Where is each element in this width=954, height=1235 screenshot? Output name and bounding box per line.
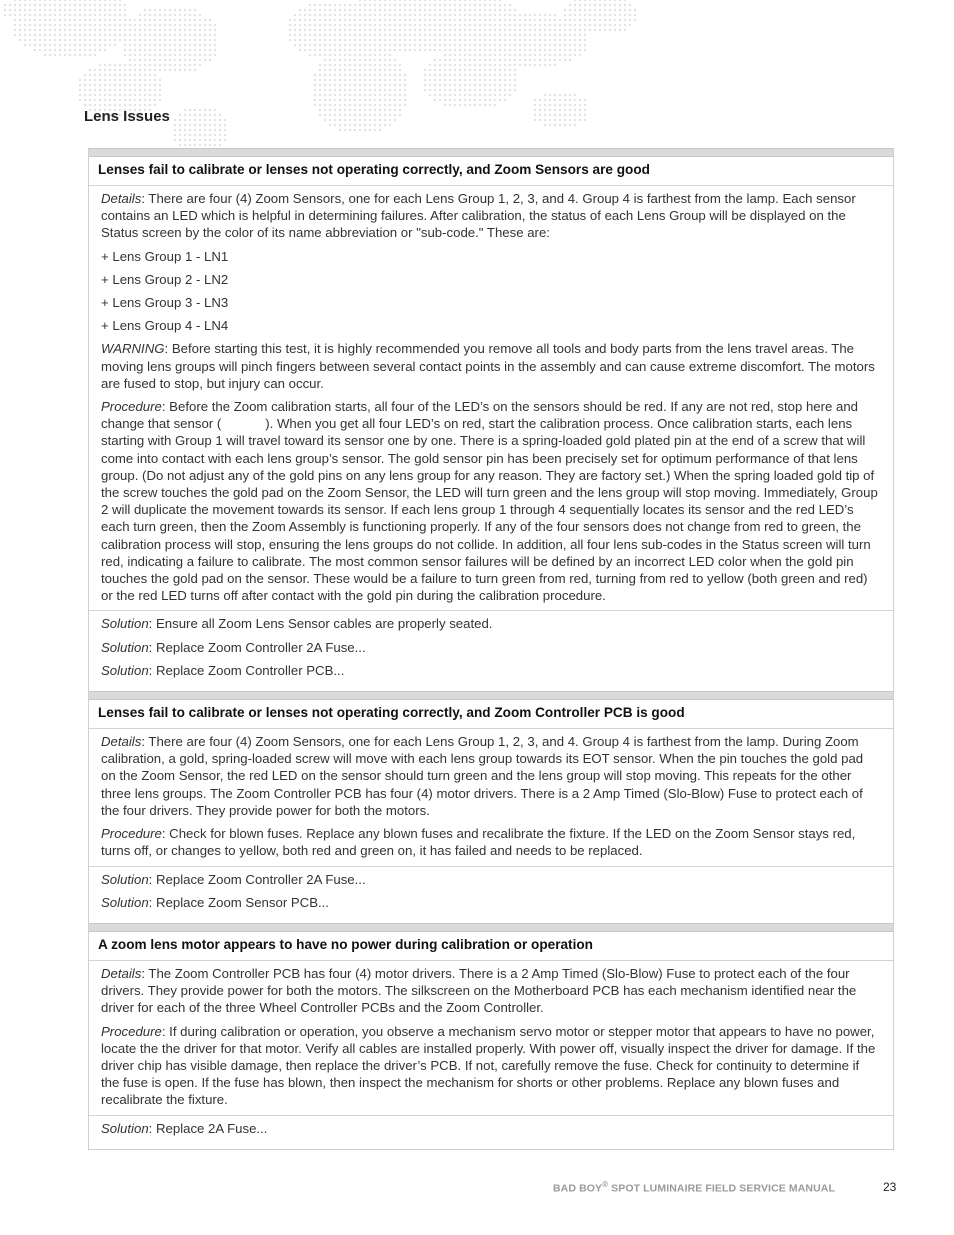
list-item: + Lens Group 3 - LN3 [101,295,229,311]
footer-rest: SPOT LUMINAIRE FIELD SERVICE MANUAL [608,1182,835,1195]
solution-text: : Ensure all Zoom Lens Sensor cables are properly seated. [148,616,493,632]
list-item: + Lens Group 4 - LN4 [101,318,229,334]
procedure-paragraph [101,825,881,859]
procedure-text: : If during calibration or operation, you observe a mechanism servo motor or stepper motor that appears to have no power, locate the the driver for that motor. Verify all cables are installed properly. With power off, visually inspect the driver for damage. If the driver chip has visible damage, then replace the driver’s PCB. If not, carefully remove the fuse. Check for continuity to determine if the fuse is open. If the fuse has blown, then inspect the mechanism for shorts or other problems. Replace any blown fuses and recalibrate the fixture. [101,1023,876,1108]
warning-label: WARNING [101,341,165,357]
issue-zoom-motor-no-power [88,923,894,1150]
solution-label: Solution [101,662,149,678]
solution-line [101,871,881,888]
procedure-text: : Check for blown fuses. Replace any blown fuses and recalibrate the fixture. If the LED on the Zoom Sensor stays red, turns off, or changes to yellow, both red and green on, it has failed and needs to be replaced. [101,826,856,859]
issue-divider-bar [89,691,893,700]
issue-divider-bar [89,923,893,932]
solution-line [101,615,881,632]
world-map-watermark [0,0,700,160]
solution-text: : Replace 2A Fuse... [148,1120,268,1136]
details-text: : The Zoom Controller PCB has four (4) motor drivers. There is a 2 Amp Timed (Slo-Blow) Fuse to protect each of the four drivers. They provide power for both the motors. The silkscreen on the Motherboard PCB has each mechanism identified near the driver for each of the three Wheel Controller PCBs and the Zoom Controller. [101,965,857,1016]
solution-line [101,894,881,911]
solutions-block [89,611,893,691]
details-label: Details [101,734,142,750]
issue-heading: A zoom lens motor appears to have no power during calibration or operation [89,932,893,961]
solution-label: Solution [101,639,149,655]
solution-text: : Replace Zoom Controller 2A Fuse... [148,639,366,655]
details-block [89,186,893,611]
details-block [89,729,893,866]
issue-heading: Lenses fail to calibrate or lenses not operating correctly, and Zoom Controller PCB is good [89,700,893,729]
details-paragraph [101,190,881,242]
details-text: : There are four (4) Zoom Sensors, one for each Lens Group 1, 2, 3, and 4. Group 4 is farthest from the lamp. During Zoom calibration, a gold, spring-loaded screw will move with each lens group towards its EOT sensor. When the pin touches the gold pad on the Zoom Sensor, the red LED on the sensor should turn green and the lens group will stop moving. This repeats for the other three lens groups. The Zoom Controller PCB has four (4) motor drivers. There is a 2 Amp Timed (Slo-Blow) Fuse to protect each of the four drivers. They provide power for both the motors. [101,734,864,818]
solution-text: : Replace Zoom Sensor PCB... [148,894,329,910]
procedure-text-b: ). When you get all four LED’s on red, start the calibration process. Once calibration starts, each lens starting with Group 1 will travel toward its sensor one by one. There is a spring-loaded gold plated pin at the end of a screw that will come into contact with each lens group’s sensor. The gold sensor pin has been precisely set for optimum performance of that lens group. (Do not adjust any of the gold pins on any lens group for any reason. They are factory set.) When the spring loaded gold tip of the screw touches the gold pad on the Zoom Sensor, the LED will turn green and the lens group will stop moving. Immediately, Group 2 will duplicate the movement towards its sensor. If each lens group 1 through 4 sequentially locates its sensor and the red LED’s each turn green, then the Zoom Assembly is functioning properly. If any of the four sensors does not change from red to green, the calibration process will stop, ensuring the lens groups do not collide. In addition, all four lens sub-codes in the Status screen will turn red, indicating a failure to calibrate. The most common sensor failures will be defined by an incorrect LED color when the gold pin touches the gold pad on the sensor. These would be a failure to turn green from red, turning from red to yellow (both green and red) or the red LED turns off after contact with the gold pin during the calibration procedure. [101,416,878,604]
procedure-label: Procedure [101,826,162,842]
solution-label: Solution [101,871,149,887]
details-text: : There are four (4) Zoom Sensors, one for each Lens Group 1, 2, 3, and 4. Group 4 is farthest from the lamp. Each sensor contains an LED which is helpful in determining failures. After calibration, the status of each Lens Group will be displayed on the Status screen by the color of its name abbreviation or "sub-code." These are: [101,191,856,241]
warning-paragraph [101,340,881,392]
solution-line [101,662,881,679]
solution-label: Solution [101,894,149,910]
solution-text: : Replace Zoom Controller PCB... [148,662,345,678]
issue-zoom-sensors-good [88,148,894,691]
details-label: Details [101,965,142,981]
solutions-block [89,867,893,923]
page-number: 23 [883,1180,897,1194]
details-paragraph [101,965,881,1017]
issue-zoom-controller-good [88,691,894,923]
issue-divider-bar [89,148,893,157]
issues-table [88,148,894,1150]
list-item: + Lens Group 1 - LN1 [101,248,229,264]
details-paragraph [101,733,881,819]
procedure-paragraph [101,1023,881,1109]
section-title: Lens Issues [84,108,170,125]
procedure-label: Procedure [101,1023,162,1039]
solution-label: Solution [101,616,149,632]
procedure-label: Procedure [101,399,162,415]
solution-label: Solution [101,1120,149,1136]
issue-heading: Lenses fail to calibrate or lenses not operating correctly, and Zoom Sensors are good [89,157,893,186]
solutions-block [89,1116,893,1149]
solution-line [101,639,881,656]
solution-line [101,1120,881,1137]
footer-manual-title [553,1180,835,1195]
solution-text: : Replace Zoom Controller 2A Fuse... [148,871,366,887]
footer-brand: BAD BOY [553,1182,603,1195]
details-label: Details [101,191,142,206]
warning-text: : Before starting this test, it is highly recommended you remove all tools and body parts from the lens travel areas. The moving lens groups will pinch fingers between several contact points in the assembly and can cause extreme discomfort. The motors are fused to stop, but injury can occur. [101,341,875,391]
procedure-text-a: : Before the Zoom calibration starts, all four of the LED’s on the sensors should be red. If any are not red, stop here and change that sensor ( [101,399,859,432]
procedure-paragraph [101,398,881,604]
details-block [89,961,893,1116]
registered-mark: ® [602,1180,609,1189]
list-item: + Lens Group 2 - LN2 [101,271,229,287]
